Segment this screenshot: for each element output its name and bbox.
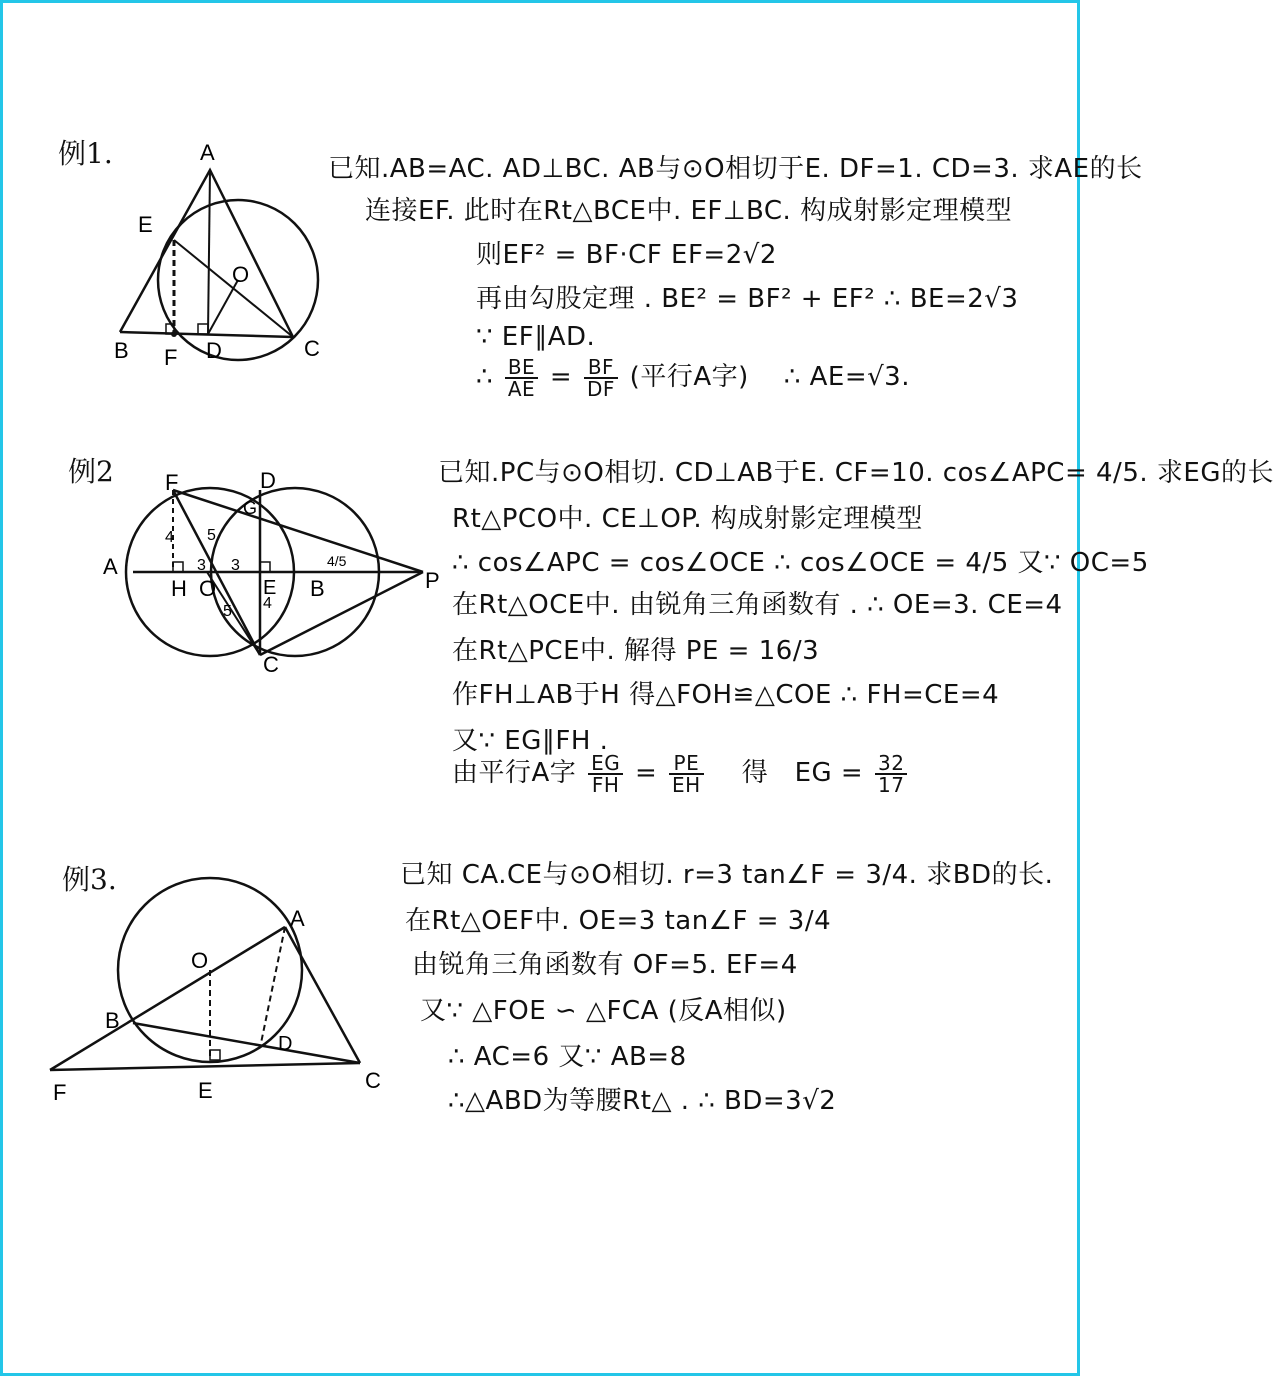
ex2-line-1: 已知.PC与⊙O相切. CD⊥AB于E. CF=10. cos∠APC= 4/5. 求EG的长 xyxy=(438,458,1274,488)
ex3-line-2: 在Rt△OEF中. OE=3 tan∠F = 3/4 xyxy=(405,906,832,936)
ex2-ratio-line: 由平行A字 $\frac{EG}{FH}$ = $\frac{PE}{EH}$ 得 EG = $\frac{32}{17}$ xyxy=(452,752,910,795)
example-2-label: 例2 xyxy=(68,455,114,488)
fig2-label-P: P xyxy=(425,568,440,593)
ex1-line-4: 再由勾股定理 . BE² = BF² + EF² ∴ BE=2√3 xyxy=(476,284,1019,314)
fig2-label-O: O xyxy=(199,576,217,601)
fig1-label-E: E xyxy=(138,212,153,237)
ex3-line-3: 由锐角三角函数有 OF=5. EF=4 xyxy=(412,950,798,980)
fig3-label-D: D xyxy=(278,1033,293,1055)
ex2-line-3: ∴ cos∠APC = cos∠OCE ∴ cos∠OCE = 4/5 又∵ OC=5 xyxy=(452,548,1149,578)
fig2-num-5b: 5 xyxy=(223,603,232,620)
fig1-label-D: D xyxy=(206,338,222,363)
ex2-line-2: Rt△PCO中. CE⊥OP. 构成射影定理模型 xyxy=(452,504,923,534)
example-3-label: 例3. xyxy=(62,863,117,896)
ex2-frac-pe-eh xyxy=(669,750,704,797)
ex2-ratio-prefix: 由平行A字 xyxy=(452,758,577,788)
fig2-label-B: B xyxy=(310,576,325,601)
ex3-line-1: 已知 CA.CE与⊙O相切. r=3 tan∠F = 3/4. 求BD的长. xyxy=(400,860,1054,890)
ex2-line-4: 在Rt△OCE中. 由锐角三角函数有 . ∴ OE=3. CE=4 xyxy=(452,590,1063,620)
fig2-angle-value: 4/5 xyxy=(327,553,347,569)
ex2-frac-eg-fh xyxy=(588,750,623,797)
fig2-num-4a: 4 xyxy=(165,529,174,546)
fig2-label-A: A xyxy=(103,554,118,579)
ex2-frac-den: FH xyxy=(591,772,620,797)
fig2-label-E: E xyxy=(263,577,277,599)
ex2-frac-num: PE xyxy=(669,753,704,775)
ex1-frac-den: AE xyxy=(507,376,536,401)
fig2-label-D: D xyxy=(260,468,276,493)
ex3-line-5: ∴ AC=6 又∵ AB=8 xyxy=(448,1042,687,1072)
ex2-frac-num: EG xyxy=(588,753,623,775)
fig2-num-3a: 3 xyxy=(197,557,206,574)
ex2-frac-result xyxy=(875,750,907,797)
ex2-line-5: 在Rt△PCE中. 解得 PE = 16/3 xyxy=(452,636,820,666)
example-1-figure xyxy=(100,140,340,380)
fig1-label-F: F xyxy=(164,345,178,370)
fig1-label-B: B xyxy=(114,338,129,363)
ex3-line-6: ∴△ABD为等腰Rt△ . ∴ BD=3√2 xyxy=(448,1086,837,1116)
ex1-ratio-result: ∴ AE=√3. xyxy=(783,362,910,392)
fig3-label-A: A xyxy=(290,906,305,931)
example-3-figure xyxy=(45,880,395,1110)
fig3-label-O: O xyxy=(191,948,209,973)
ex1-frac-den: DF xyxy=(587,376,615,401)
fig1-label-O: O xyxy=(232,262,250,287)
fig2-label-H: H xyxy=(171,576,187,601)
fig3-label-B: B xyxy=(105,1008,120,1033)
fig3-label-F: F xyxy=(53,1080,67,1105)
ex1-line-3: 则EF² = BF·CF EF=2√2 xyxy=(476,240,777,270)
ex1-line-2: 连接EF. 此时在Rt△BCE中. EF⊥BC. 构成射影定理模型 xyxy=(365,196,1013,226)
ex1-line-5: ∵ EF∥AD. xyxy=(476,322,596,352)
ex1-ratio-line: ∴ $\frac{BE}{AE}$ = $\frac{BF}{DF}$ (平行A字) ∴ AE=√3. xyxy=(476,354,910,401)
ex1-frac-num: BF xyxy=(584,357,618,379)
ex3-line-4: 又∵ △FOE ∽ △FCA (反A相似) xyxy=(420,996,787,1026)
ex1-frac-num: BE xyxy=(505,357,538,379)
example-2-figure xyxy=(95,470,440,680)
fig2-num-5a: 5 xyxy=(207,527,216,544)
ex1-ratio-note: (平行A字) xyxy=(629,362,749,392)
fig1-label-C: C xyxy=(304,336,320,361)
fig2-num-4b: 4 xyxy=(263,595,272,612)
ex2-line-6: 作FH⊥AB于H 得△FOH≌△COE ∴ FH=CE=4 xyxy=(452,680,1000,710)
ex1-frac-bf-df xyxy=(584,354,618,401)
fig2-label-G: G xyxy=(243,498,258,518)
ex1-frac-be-ae xyxy=(505,354,538,401)
fig2-label-C: C xyxy=(263,652,279,677)
fig3-label-C: C xyxy=(365,1068,381,1093)
ex1-ratio-prefix: ∴ xyxy=(476,362,494,392)
fig1-label-A: A xyxy=(200,140,215,165)
fig2-label-F: F xyxy=(165,470,179,495)
ex1-line-1: 已知.AB=AC. AD⊥BC. AB与⊙O相切于E. DF=1. CD=3. 求AE的长 xyxy=(328,154,1143,184)
ex2-ratio-lhs: EG = xyxy=(794,758,864,788)
example-1-label: 例1. xyxy=(58,137,113,170)
ex2-frac-den: 17 xyxy=(877,772,905,797)
ex2-line-7: 又∵ EG∥FH . xyxy=(452,726,609,756)
ex2-frac-num: 32 xyxy=(875,753,907,775)
ex2-ratio-mid: 得 xyxy=(741,758,769,788)
fig2-num-3b: 3 xyxy=(231,557,240,574)
ex2-frac-den: EH xyxy=(672,772,701,797)
fig3-label-E: E xyxy=(198,1078,213,1103)
